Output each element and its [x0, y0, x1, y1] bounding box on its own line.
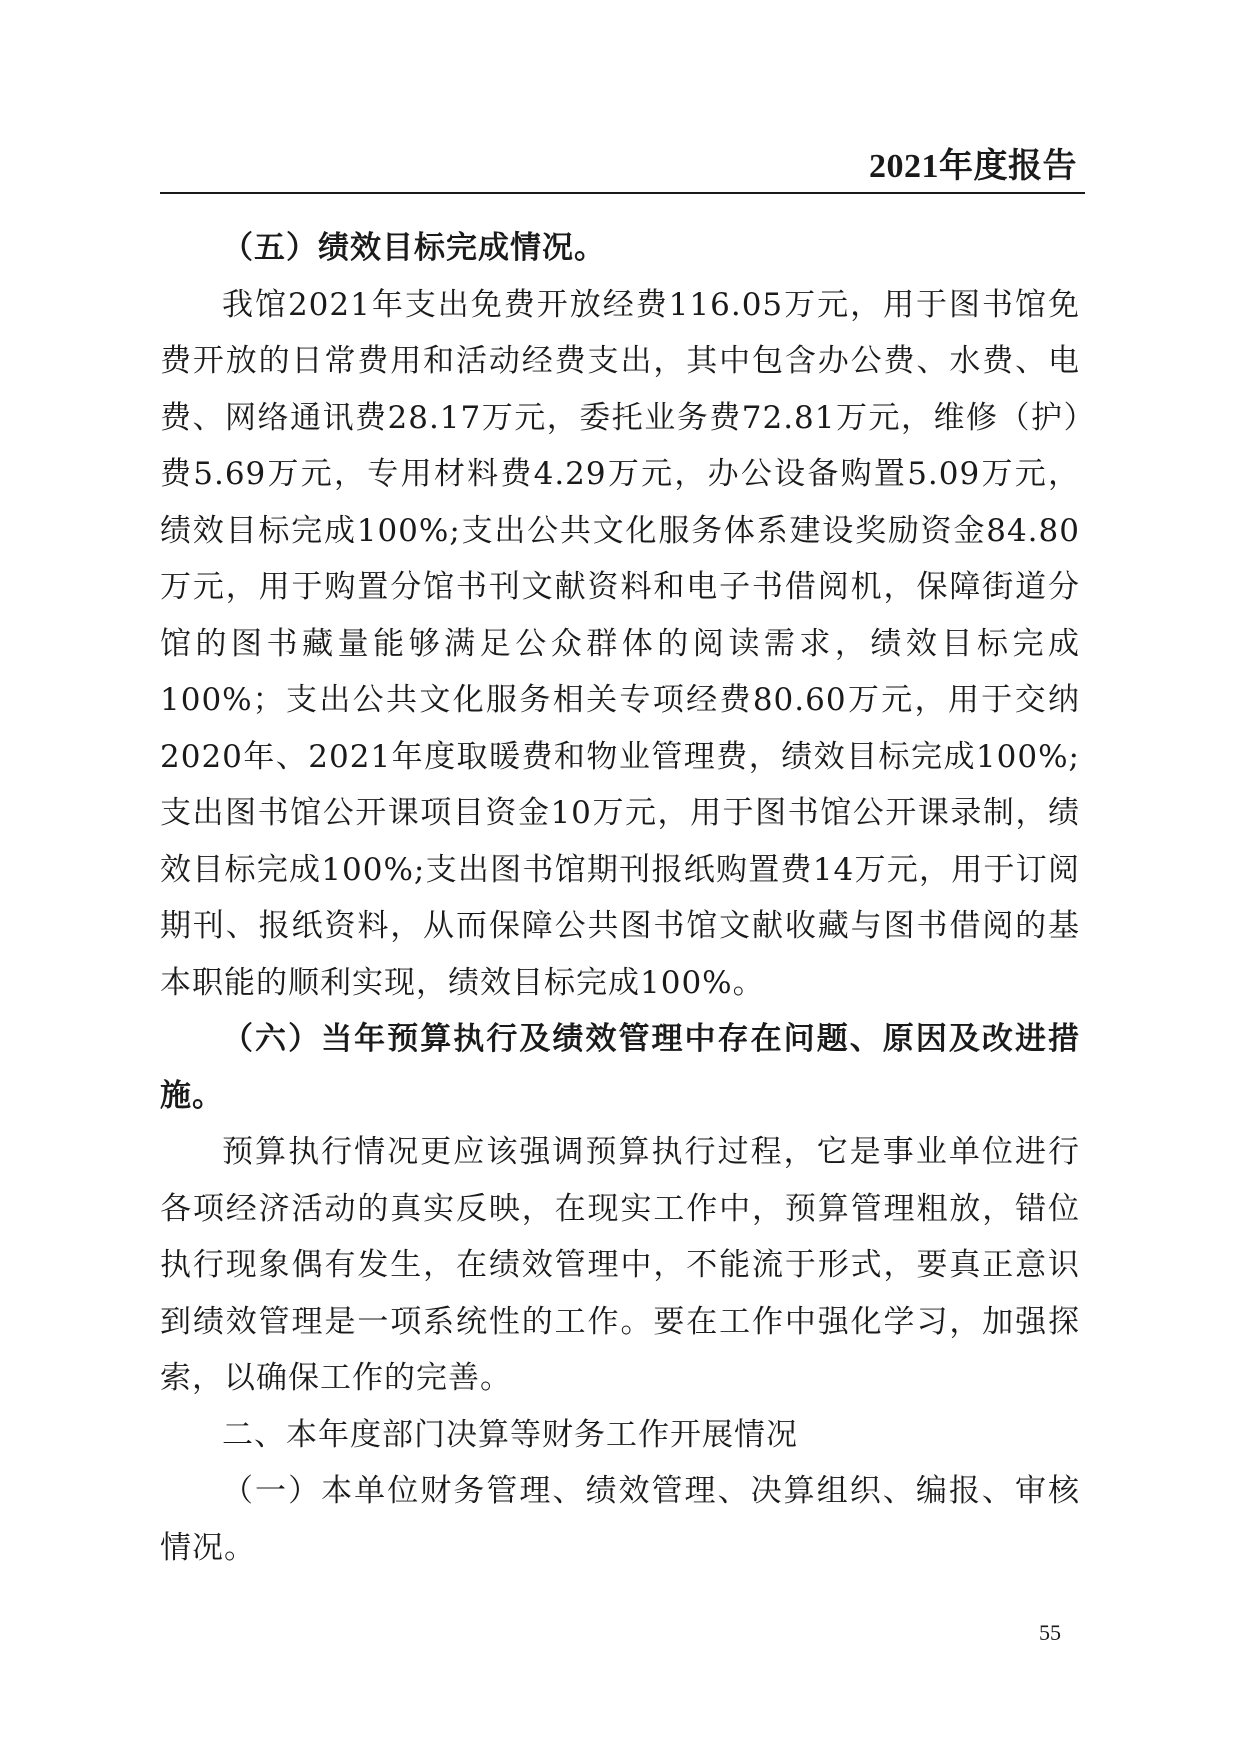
- section-heading-budget-issues: （六）当年预算执行及绩效管理中存在问题、原因及改进措施。: [160, 1021, 1080, 1114]
- paragraph-financial-management: （一）本单位财务管理、绩效管理、决算组织、编报、审核情况。: [160, 1473, 1080, 1566]
- section-heading-performance-goals: （五）绩效目标完成情况。: [222, 230, 606, 266]
- section-heading-financial-work: 二、本年度部门决算等财务工作开展情况: [222, 1416, 798, 1453]
- page-number: 55: [1039, 1620, 1061, 1645]
- paragraph-budget-issues: 预算执行情况更应该强调预算执行过程，它是事业单位进行各项经济活动的真实反映，在现实工作中，预算管理粗放，错位执行现象偶有发生，在绩效管理中，不能流于形式，要真正意识到绩效管理是一项系统性的工作。要在工作中强化学习，加强探索，以确保工作的完善。: [160, 1134, 1080, 1396]
- report-year-title: 2021年度报告: [869, 148, 1077, 185]
- document-body: [160, 220, 1080, 1576]
- header-divider: [160, 192, 1085, 194]
- paragraph-performance-details: 我馆2021年支出免费开放经费116.05万元，用于图书馆免费开放的日常费用和活动经费支出，其中包含办公费、水费、电费、网络通讯费28.17万元，委托业务费72.81万元，维修（护）费5.69万元，专用材料费4.29万元，办公设备购置5.09万元，绩效目标完成100%;支出公共文化服务体系建设奖励资金84.80万元，用于购置分馆书刊文献资料和电子书借阅机，保障街道分馆的图书藏量能够满足公众群体的阅读需求，绩效目标完成100%；支出公共文化服务相关专项经费80.60万元，用于交纳2020年、2021年度取暖费和物业管理费，绩效目标完成100%;支出图书馆公开课项目资金10万元，用于图书馆公开课录制，绩效目标完成100%;支出图书馆期刊报纸购置费14万元，用于订阅期刊、报纸资料，从而保障公共图书馆文献收藏与图书借阅的基本职能的顺利实现，绩效目标完成100%。: [160, 286, 1080, 1001]
